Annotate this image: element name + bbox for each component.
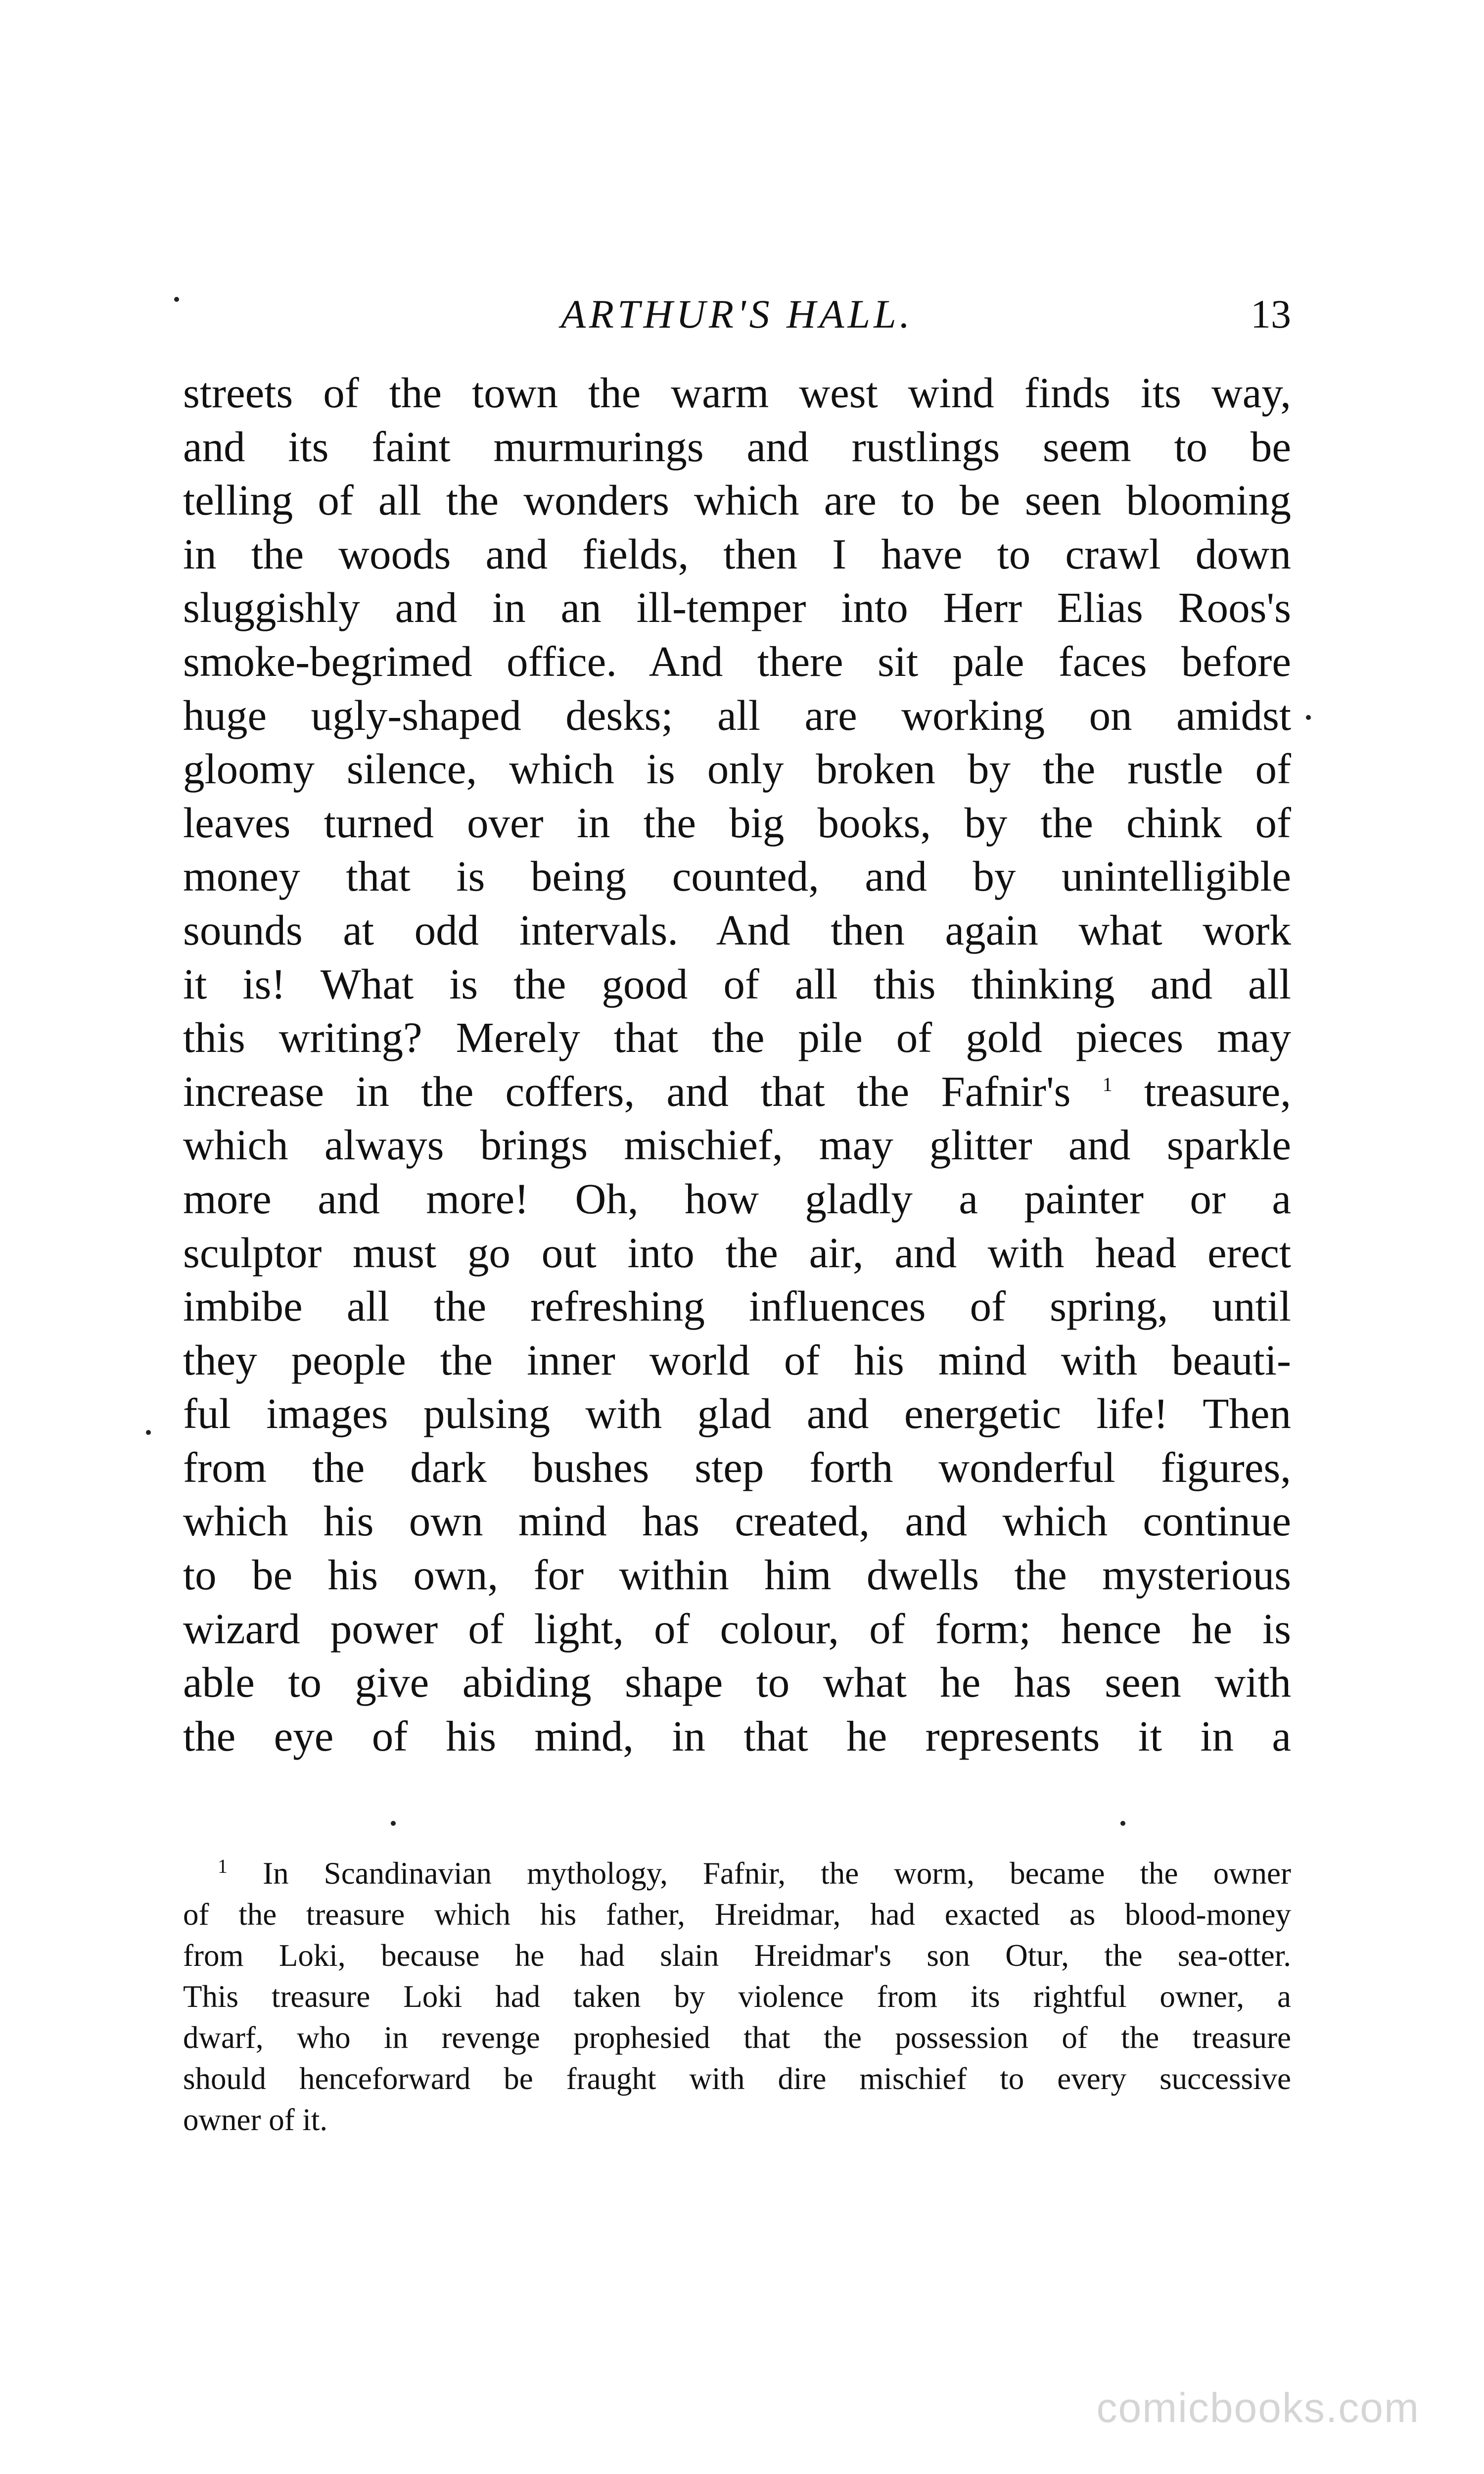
footnote — [183, 1853, 1291, 2141]
text-line: smoke-begrimed office. And there sit pale faces before — [183, 637, 1291, 685]
text-line-with-note — [183, 1065, 1291, 1119]
footnote-line: This treasure Loki had taken by violence from its rightful owner, a — [183, 1979, 1291, 2014]
text-line: money that is being counted, and by unintelligible — [183, 852, 1291, 901]
text-line-segment: increase in the coffers, and that the Fafnir's — [183, 1067, 1071, 1115]
text-line: from the dark bushes step forth wonderful figures, — [183, 1443, 1291, 1491]
page-number: 13 — [1251, 291, 1291, 336]
print-speck — [174, 297, 179, 302]
footnote-reference: 1 — [1102, 1073, 1113, 1095]
print-speck — [146, 1430, 151, 1435]
text-line: in the woods and fields, then I have to crawl down — [183, 529, 1291, 578]
footnote-marker: 1 — [218, 1855, 228, 1877]
footnote-line: dwarf, who in revenge prophesied that the possession of the treasure — [183, 2020, 1291, 2055]
print-speck — [1306, 715, 1311, 720]
text-line: imbibe all the refreshing influences of spring, until — [183, 1282, 1291, 1331]
text-line: sculptor must go out into the air, and with head erect — [183, 1228, 1291, 1277]
text-line: to be his own, for within him dwells the mysterious — [183, 1551, 1291, 1599]
text-line: and its faint murmurings and rustlings seem to be — [183, 422, 1291, 471]
text-line: more and more! Oh, how gladly a painter or a — [183, 1174, 1291, 1223]
footnote-line — [183, 1853, 1291, 1894]
running-title: ARTHUR'S HALL. — [560, 291, 914, 336]
text-line: huge ugly-shaped desks; all are working on amidst — [183, 691, 1291, 739]
footnote-line: of the treasure which his father, Hreidmar, had exacted as blood-money — [183, 1897, 1291, 1932]
watermark: comicbooks.com — [1096, 2384, 1420, 2431]
text-line: they people the inner world of his mind with beauti- — [183, 1335, 1291, 1384]
text-line: the eye of his mind, in that he represents it in a — [183, 1712, 1291, 1760]
text-line: telling of all the wonders which are to be seen blooming — [183, 476, 1291, 524]
text-line: wizard power of light, of colour, of form; hence he is — [183, 1604, 1291, 1653]
text-line: sluggishly and in an ill-temper into Herr Elias Roos's — [183, 583, 1291, 632]
running-header — [183, 287, 1291, 341]
footnote-line: should henceforward be fraught with dire mischief to every successive — [183, 2061, 1291, 2096]
print-speck — [1120, 1821, 1125, 1826]
text-line: leaves turned over in the big books, by the chink of — [183, 798, 1291, 847]
print-speck — [391, 1821, 396, 1826]
text-line: ful images pulsing with glad and energetic life! Then — [183, 1389, 1291, 1438]
text-line: it is! What is the good of all this thinking and all — [183, 959, 1291, 1008]
text-line-segment: treasure, — [1144, 1067, 1291, 1115]
footnote-line: owner of it. — [183, 2102, 328, 2137]
body-text — [183, 366, 1291, 1763]
footnote-line: from Loki, because he had slain Hreidmar's son Otur, the sea-otter. — [183, 1938, 1291, 1973]
text-line: streets of the town the warm west wind finds its way, — [183, 369, 1291, 417]
text-line: gloomy silence, which is only broken by the rustle of — [183, 745, 1291, 793]
text-line: this writing? Merely that the pile of gold pieces may — [183, 1013, 1291, 1062]
footnote-line-text: In Scandinavian mythology, Fafnir, the worm, became the owner — [263, 1856, 1291, 1891]
text-line: sounds at odd intervals. And then again what work — [183, 905, 1291, 954]
text-line: which his own mind has created, and which continue — [183, 1497, 1291, 1545]
text-line: able to give abiding shape to what he has seen with — [183, 1658, 1291, 1707]
text-line: which always brings mischief, may glitter and sparkle — [183, 1121, 1291, 1169]
